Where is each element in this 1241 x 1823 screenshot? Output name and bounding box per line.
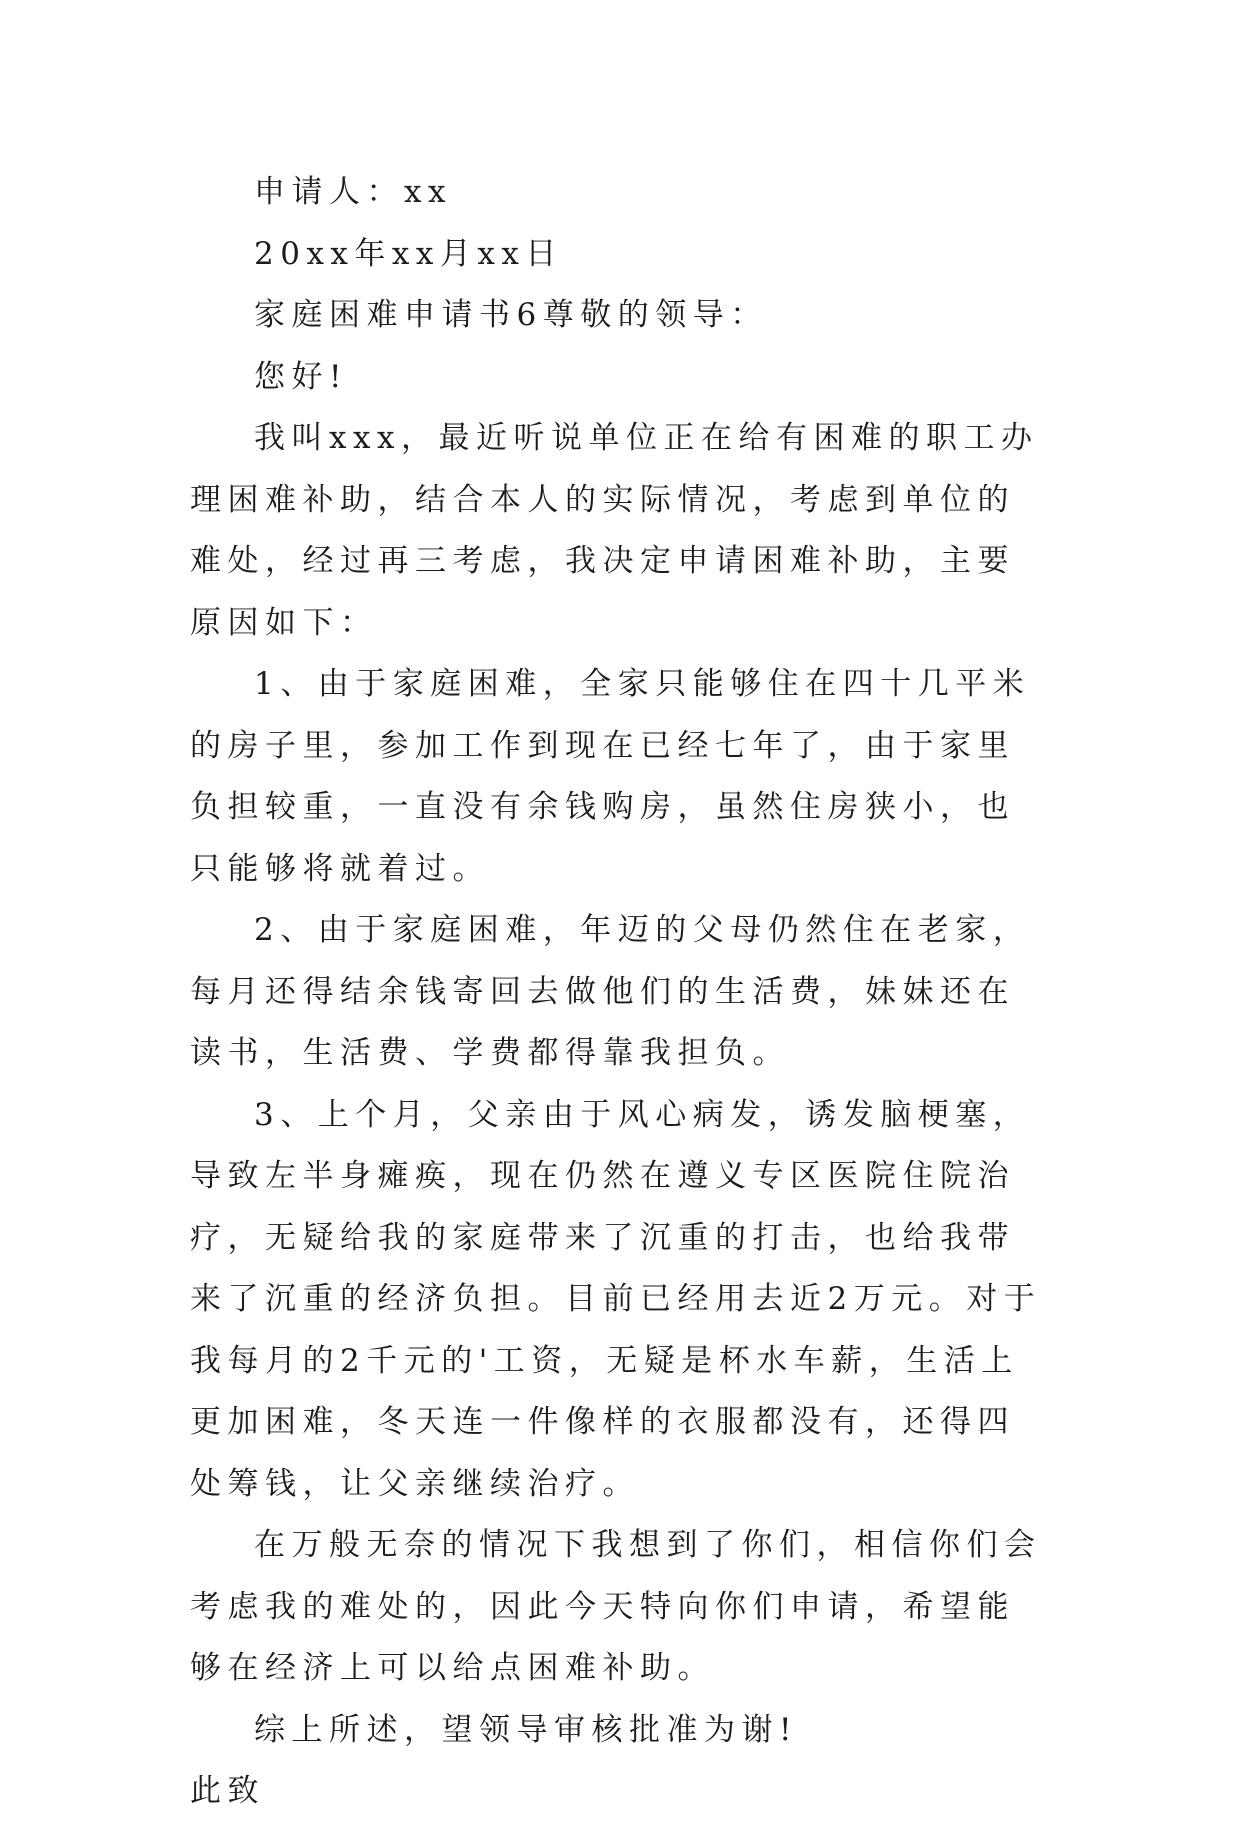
reason-2-paragraph: 2、由于家庭困难，年迈的父母仍然住在老家，每月还得结余钱寄回去做他们的生活费，妹妹还在读书，生活费、学费都得靠我担负。 [190, 912, 1031, 1071]
date-line: 20xx年xx月xx日 [254, 235, 563, 272]
document-body [190, 162, 1050, 1823]
applicant-line: 申请人：xx [254, 174, 452, 210]
letter-title-salutation: 家庭困难申请书6尊敬的领导： [254, 297, 768, 333]
reason-1-paragraph: 1、由于家庭困难，全家只能够住在四十几平米的房子里，参加工作到现在已经七年了，由于家里负担较重，一直没有余钱购房，虽然住房狭小，也只能够将就着过。 [190, 666, 1031, 887]
greeting: 您好! [254, 358, 348, 395]
closing-salutation: 此致 [190, 1773, 265, 1809]
reason-3-paragraph: 3、上个月，父亲由于风心病发，诱发脑梗塞，导致左半身瘫痪，现在仍然在遵义专区医院住院治疗，无疑给我的家庭带来了沉重的打击，也给我带来了沉重的经济负担。目前已经用去近2万元。对于我每月的2千元的'工资，无疑是杯水车薪，生活上更加困难，冬天连一件像样的衣服都没有，还得四处筹钱，让父亲继续治疗。 [190, 1096, 1042, 1502]
closing-request: 综上所述，望领导审核批准为谢! [254, 1711, 798, 1748]
intro-paragraph: 我叫xxx，最近听说单位正在给有困难的职工办理困难补助，结合本人的实际情况，考虑到单位的难处，经过再三考虑，我决定申请困难补助，主要原因如下： [190, 420, 1039, 641]
request-paragraph: 在万般无奈的情况下我想到了你们，相信你们会考虑我的难处的，因此今天特向你们申请，希望能够在经济上可以给点困难补助。 [190, 1527, 1042, 1686]
